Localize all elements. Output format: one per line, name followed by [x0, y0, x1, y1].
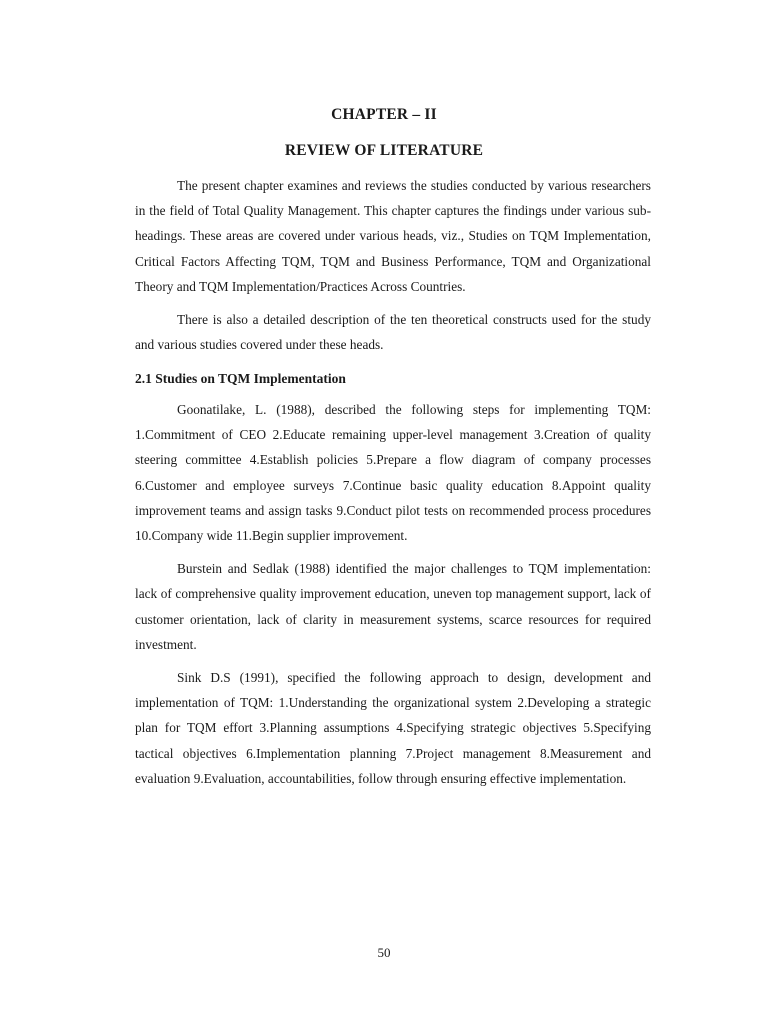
chapter-title-heading: REVIEW OF LITERATURE — [284, 142, 484, 159]
section-paragraph-sink: Sink D.S (1991), specified the following approach to design, development and implementation of TQM: 1.Understanding the organizational system 2.Developing a strategic plan for TQM effort 3.Planning assumptions 4.Specifying strategic objectives 5.Specifying tactical objectives 6.Implementation planning 7.Project management 8.Measurement and evaluation 9.Evaluation, accountabilities, follow through ensuring effective implementation. — [135, 670, 651, 786]
intro-block — [135, 173, 651, 357]
section-2-1-body — [135, 397, 651, 791]
section-paragraph-goonatilake: Goonatilake, L. (1988), described the following steps for implementing TQM: 1.Commitment of CEO 2.Educate remaining upper-level management 3.Creation of quality steering committee 4.Establish policies 5.Prepare a flow diagram of company processes 6.Customer and employee surveys 7.Continue basic quality education 8.Appoint quality improvement teams and assign tasks 9.Conduct pilot tests on recommended process procedures 10.Company wide 11.Begin supplier improvement. — [135, 402, 651, 544]
page-number: 50 — [377, 945, 391, 960]
section-2-1 — [135, 366, 651, 391]
section-heading: 2.1 Studies on TQM Implementation — [135, 371, 346, 386]
chapter-number-heading: CHAPTER – II — [331, 106, 437, 123]
intro-paragraph-2: There is also a detailed description of the ten theoretical constructs used for the study and various studies covered under these heads. — [135, 312, 651, 353]
intro-paragraph-1: The present chapter examines and reviews the studies conducted by various researchers in the field of Total Quality Management. This chapter captures the findings under various sub-headings. These areas are covered under various heads, viz., Studies on TQM Implementation, Critical Factors Affecting TQM, TQM and Business Performance, TQM and Organizational Theory and TQM Implementation/Practices Across Countries. — [135, 178, 651, 294]
section-paragraph-burstein: Burstein and Sedlak (1988) identified the major challenges to TQM implementation: lack of comprehensive quality improvement education, uneven top management support, lack of customer orientation, lack of clarity in measurement systems, scarce resources for required investment. — [135, 561, 651, 652]
